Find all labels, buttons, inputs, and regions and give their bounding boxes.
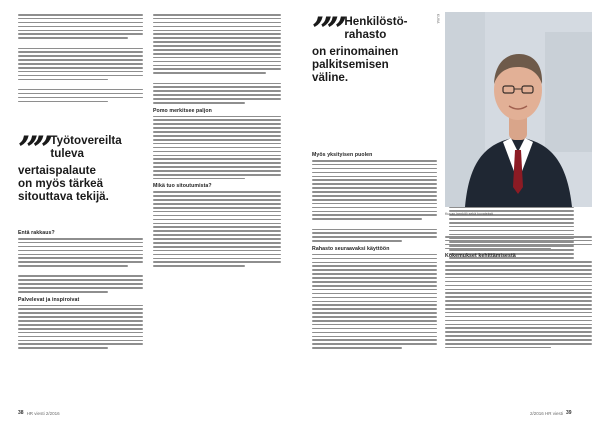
page-number: 38 xyxy=(18,410,24,416)
photo-credit: KUVA xyxy=(436,14,440,24)
magazine-issue: 2/2016 HR viesti xyxy=(530,410,564,416)
pull-quote-line: on myös tärkeä xyxy=(18,176,104,190)
pull-quote-continued xyxy=(312,46,442,84)
photo-caption-text: Kuvan henkilö sekä kuvateksti xyxy=(445,212,494,216)
subheading: Pomo merkitsee paljon xyxy=(153,107,212,114)
pull-quote-line: väline. xyxy=(312,70,349,84)
pull-quote-line: Henkilöstö- xyxy=(344,15,408,28)
body-text-block xyxy=(445,261,592,348)
body-text-block xyxy=(18,14,143,102)
right-folio xyxy=(530,410,572,416)
subheading: Mikä tuo sitoutumista? xyxy=(153,183,212,190)
body-text-block xyxy=(312,254,437,349)
pull-quote-continued xyxy=(18,165,143,203)
pull-quote-line: tuleva xyxy=(50,146,84,160)
photo-caption xyxy=(445,212,592,217)
pull-quote-text xyxy=(344,16,407,42)
subheading: Kokemukset kehittämisestä xyxy=(445,253,516,260)
page-number: 39 xyxy=(566,410,572,416)
left-folio xyxy=(18,410,60,416)
subheading: Entä rakkaus? xyxy=(18,230,55,236)
body-text-block xyxy=(153,191,281,267)
magazine-issue: HR viesti 2/2016 xyxy=(26,410,60,416)
body-text-block xyxy=(445,236,592,249)
pull-quote-line: on erinomainen xyxy=(312,45,399,58)
left-column-2 xyxy=(153,14,281,267)
quote-mark-icon: ”” xyxy=(18,129,48,171)
left-column-1-bottom xyxy=(18,226,143,349)
left-column-1-top xyxy=(18,14,143,102)
pull-quote-line: vertaispalaute xyxy=(18,164,96,177)
subheading: Palvelevat ja inspiroivat xyxy=(18,296,80,303)
pull-quote-text xyxy=(50,135,121,161)
portrait-photo xyxy=(445,12,592,207)
pull-quote-line: Työtovereilta xyxy=(50,134,122,147)
right-column-1 xyxy=(312,148,437,349)
pull-quote-line: sitouttava tekijä. xyxy=(18,189,109,203)
left-pull-quote xyxy=(18,129,143,203)
body-text-block xyxy=(18,305,143,349)
body-text-block xyxy=(18,238,143,293)
portrait-illustration xyxy=(445,12,592,207)
body-text-block xyxy=(153,14,281,104)
right-column-3 xyxy=(445,236,592,348)
body-text-block xyxy=(153,116,281,180)
right-pull-quote xyxy=(312,10,442,84)
subheading: Rahasto seuraavaksi käyttöön xyxy=(312,245,390,252)
pull-quote-line: palkitsemisen xyxy=(312,57,389,71)
body-text-block xyxy=(312,160,437,242)
pull-quote-line: rahasto xyxy=(344,27,387,41)
subheading: Myös yksityisen puolen xyxy=(312,152,373,158)
quote-mark-icon: ”” xyxy=(312,10,342,52)
